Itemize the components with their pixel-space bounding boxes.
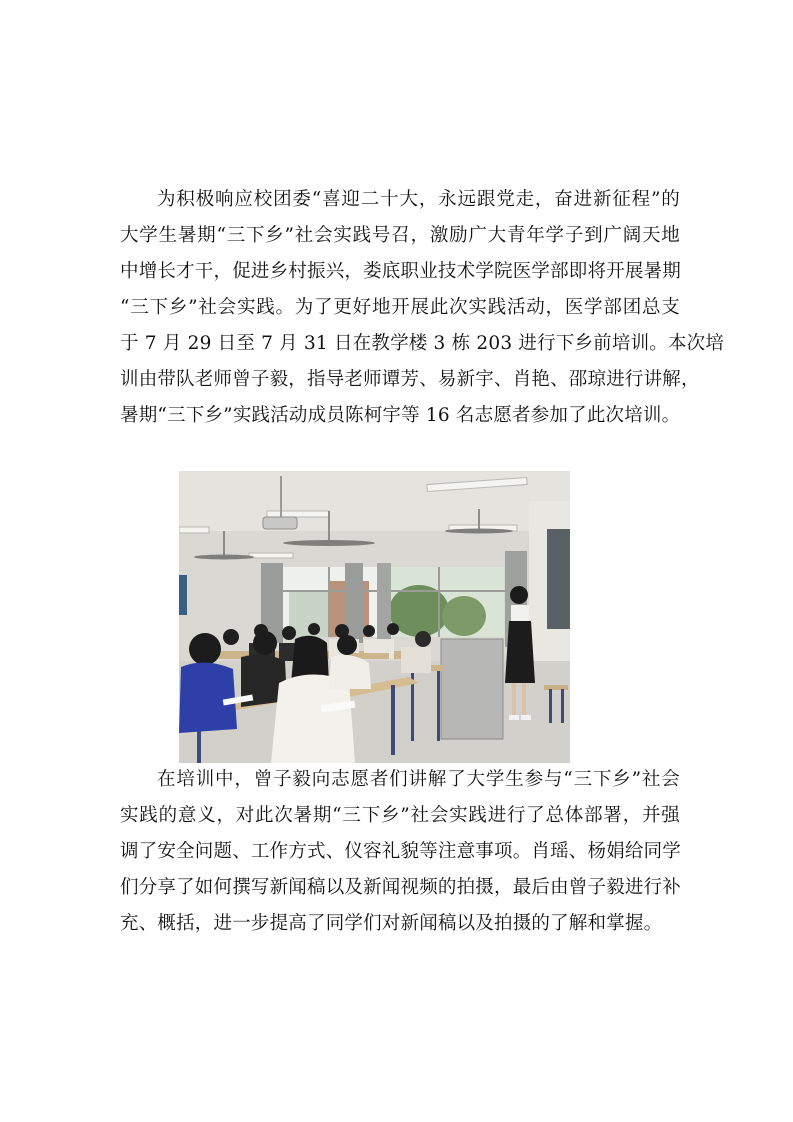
text-line: 们分享了如何撰写新闻稿以及新闻视频的拍摄，最后由曾子毅进行补	[120, 877, 682, 898]
text-line: 于 7 月 29 日至 7 月 31 日在教学楼 3 栋 203 进行下乡前培训。本次培	[120, 333, 725, 354]
classroom-photo	[179, 471, 570, 763]
text-line: 为积极响应校团委“喜迎二十大，永远跟党走，奋进新征程”的	[157, 189, 680, 210]
text-line: 中增长才干，促进乡村振兴，娄底职业技术学院医学部即将开展暑期	[120, 261, 682, 282]
text-line: 在培训中，曾子毅向志愿者们讲解了大学生参与“三下乡”社会	[157, 769, 680, 790]
text-line: 暑期“三下乡”实践活动成员陈柯宇等 16 名志愿者参加了此次培训。	[120, 405, 681, 426]
text-line: 调了安全问题、工作方式、仪容礼貌等注意事项。肖瑶、杨娟给同学	[120, 841, 682, 862]
text-line: 训由带队老师曾子毅，指导老师谭芳、易新宇、肖艳、邵琼进行讲解，	[120, 369, 700, 390]
paragraph-intro	[120, 182, 725, 434]
text-line: 实践的意义，对此次暑期“三下乡”社会实践进行了总体部署，并强	[120, 805, 680, 826]
text-line: 大学生暑期“三下乡”社会实践号召，激励广大青年学子到广阔天地	[120, 225, 680, 246]
text-line: “三下乡”社会实践。为了更好地开展此次实践活动，医学部团总支	[120, 297, 680, 318]
paragraph-details	[120, 762, 680, 942]
text-line: 充、概括，进一步提高了同学们对新闻稿以及拍摄的了解和掌握。	[120, 913, 663, 934]
